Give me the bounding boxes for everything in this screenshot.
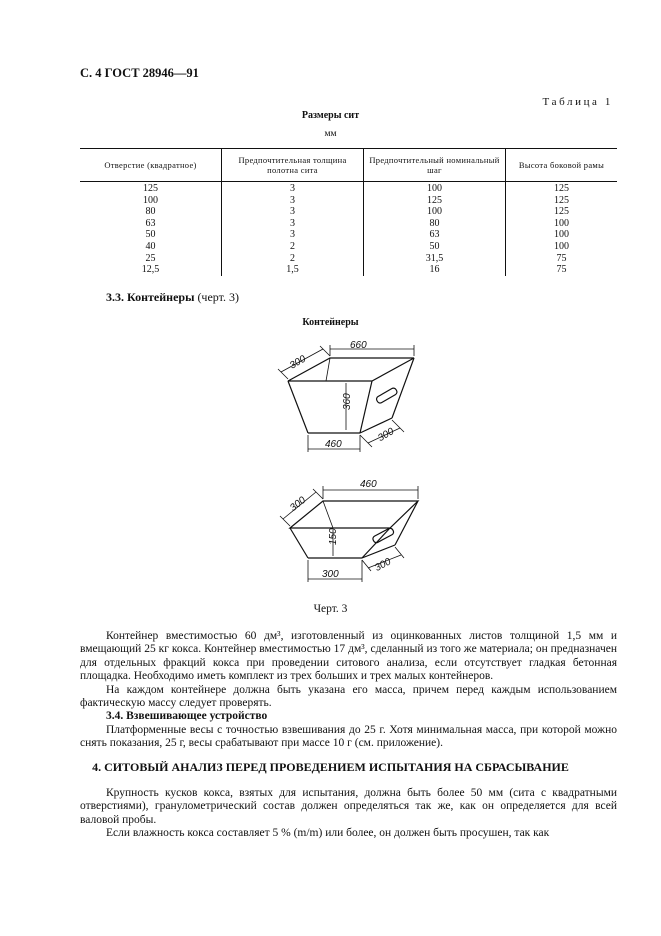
table-cell: 75 <box>506 253 618 265</box>
table-cell: 16 <box>364 264 506 276</box>
large-side-label: 300 <box>376 426 397 445</box>
table-cell: 31,5 <box>364 253 506 265</box>
section-3-3-text <box>80 630 617 751</box>
table-title: Размеры сит <box>301 110 360 121</box>
page-header: С. 4 ГОСТ 28946—91 <box>80 66 199 80</box>
section-title: Контейнеры <box>127 290 195 304</box>
table-cell: 3 <box>222 218 364 230</box>
table-cell: 12,5 <box>141 264 160 276</box>
large-height-label: 360 <box>342 393 353 410</box>
table-cell: 100 <box>364 182 506 195</box>
large-width-label: 300 <box>287 353 308 372</box>
small-width-label: 300 <box>288 494 308 514</box>
section-number: 3.3. <box>106 290 124 304</box>
table-cell: 63 <box>145 217 156 229</box>
section-ref: (черт. 3) <box>197 290 239 304</box>
table-cell: 125 <box>506 195 618 207</box>
table-cell: 125 <box>143 183 158 194</box>
section-4-heading: 4. СИТОВЫЙ АНАЛИЗ ПЕРЕД ПРОВЕДЕНИЕМ ИСПЫТАНИЯ НА СБРАСЫВАНИЕ <box>92 760 569 774</box>
table-cell: 3 <box>222 206 364 218</box>
table-cell: 75 <box>506 264 618 276</box>
column-header: Предпочтительный номинальный шаг <box>364 149 506 182</box>
table-unit: мм <box>324 129 337 139</box>
column-header: Предпочтительная толщина полотна сита <box>222 149 364 182</box>
paragraph: Платформенные весы с точностью взвешивания до 25 г. Хотя минимальная масса, при которой можно снять показания, 25 г, весы срабатывают при массе 10 г (см. приложение). <box>80 723 617 750</box>
table-cell: 2 <box>222 241 364 253</box>
large-length-label: 660 <box>350 340 367 351</box>
table-cell: 125 <box>364 195 506 207</box>
small-container <box>290 501 418 558</box>
table-cell: 125 <box>506 182 618 195</box>
large-bottom-label: 460 <box>325 439 342 450</box>
table-cell: 3 <box>222 182 364 195</box>
column-header: Высота боковой рамы <box>506 149 618 182</box>
table-cell: 125 <box>506 206 618 218</box>
table-cell: 63 <box>364 229 506 241</box>
paragraph: Крупность кусков кокса, взятых для испытания, должна быть более 50 мм (сита с квадратными отверстиями), гранулометрический состав должен определяться так же, как он определяется для всей валовой пробы. <box>80 787 617 826</box>
figure-caption: Черт. 3 <box>313 603 348 615</box>
table-number: Таблица 1 <box>542 96 613 108</box>
table-cell: 3 <box>222 229 364 241</box>
table-cell: 2 <box>222 253 364 265</box>
table-cell: 100 <box>506 229 618 241</box>
paragraph: Если влажность кокса составляет 5 % (m/m) или более, он должен быть просушен, так как <box>106 827 550 840</box>
figure-title: Контейнеры <box>302 317 359 328</box>
paragraph: Контейнер вместимостью 60 дм³, изготовленный из оцинкованных листов толщиной 1,5 мм и вмещающий 25 кг кокса. Контейнер вместимостью 17 дм³, сделанный из того же материала; он предназначен для отдельных фракций кокса при проведении ситового анализа, если отсутствует гладкая бетонная площадка. Необходимо иметь комплект из трех больших и трех малых контейнеров. <box>80 630 617 683</box>
column-header: Отверстие (квадратное) <box>80 149 222 182</box>
table-cell: 100 <box>364 206 506 218</box>
table-cell: 80 <box>145 206 156 218</box>
table-cell: 3 <box>222 195 364 207</box>
section-4-text <box>80 787 617 841</box>
table-cell: 100 <box>143 194 158 206</box>
small-bottom-label: 300 <box>322 569 339 580</box>
table-cell: 50 <box>145 229 156 241</box>
small-side-label: 300 <box>373 556 393 574</box>
table-cell: 50 <box>364 241 506 253</box>
section-3-4-heading: 3.4. Взвешивающее устройство <box>106 710 268 723</box>
table-cell: 25 <box>145 252 156 264</box>
small-length-label: 460 <box>360 479 377 490</box>
small-height-label: 150 <box>328 528 339 545</box>
table-cell: 1,5 <box>222 264 364 276</box>
table-cell: 100 <box>506 218 618 230</box>
table-cell: 40 <box>145 240 156 252</box>
table-cell: 80 <box>364 218 506 230</box>
paragraph: На каждом контейнере должна быть указана его масса, причем перед каждым использованием фактическую массу следует проверять. <box>80 683 617 710</box>
table-cell: 100 <box>506 241 618 253</box>
